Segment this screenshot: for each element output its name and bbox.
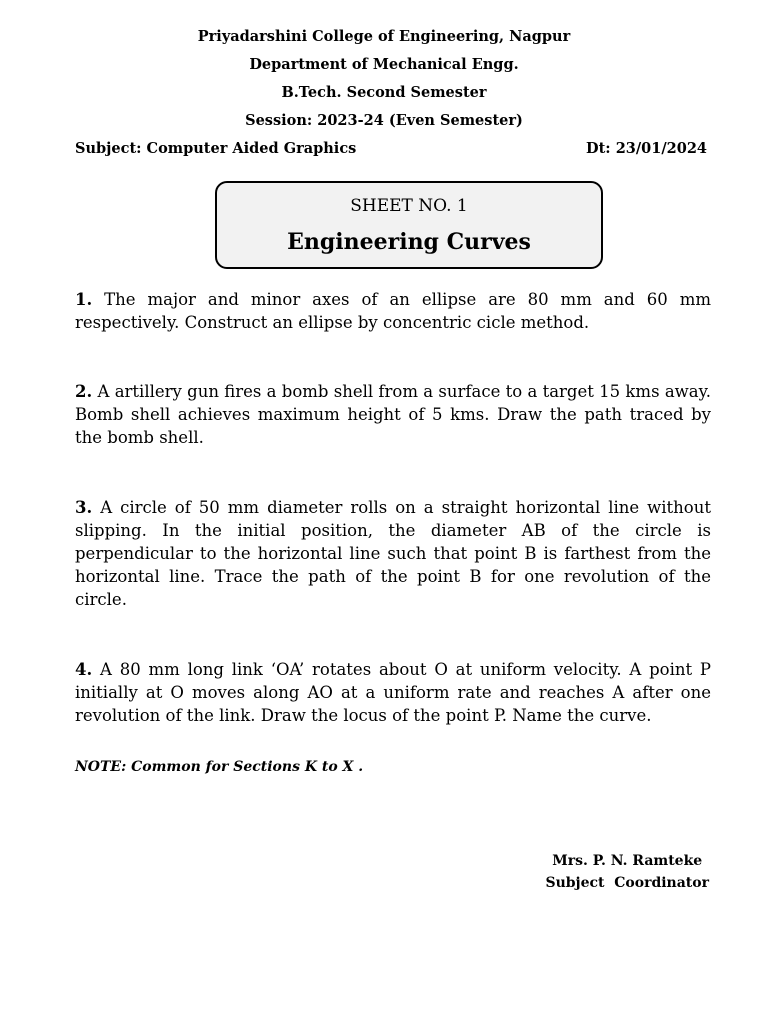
- question-3: [75, 496, 711, 611]
- question-text: The major and minor axes of an ellipse are 80 mm and 60 mm respectively. Construct an ellipse by concentric cicle method.: [75, 290, 711, 332]
- question-number: 4.: [75, 660, 93, 679]
- coordinator-name: Mrs. P. N. Ramteke: [552, 853, 703, 869]
- subject-row: [75, 140, 709, 158]
- sheet-number: SHEET NO. 1: [350, 196, 468, 216]
- sheet-title: Engineering Curves: [287, 229, 531, 255]
- question-4: [75, 658, 711, 727]
- subject-label: Subject: Computer Aided Graphics: [75, 140, 357, 157]
- college-name: Priyadarshini College of Engineering, Nagpur: [197, 28, 571, 45]
- question-text: A 80 mm long link ‘OA’ rotates about O at uniform velocity. A point P initially at O moves along AO at a uniform rate and reaches A after one revolution of the link. Draw the locus of the point P. Name the curve.: [75, 660, 711, 725]
- question-number: 3.: [75, 498, 93, 517]
- question-number: 1.: [75, 290, 93, 309]
- question-text: A artillery gun fires a bomb shell from a surface to a target 15 kms away. Bomb shell achieves maximum height of 5 kms. Draw the path traced by the bomb shell.: [75, 382, 711, 447]
- sections-note: NOTE: Common for Sections K to X .: [75, 759, 364, 775]
- question-1: [75, 288, 711, 334]
- signature-block: [545, 850, 709, 894]
- coordinator-role: Subject Coordinator: [545, 875, 709, 891]
- program-name: B.Tech. Second Semester: [281, 84, 487, 101]
- question-number: 2.: [75, 382, 93, 401]
- date-label: Dt: 23/01/2024: [586, 140, 707, 157]
- sheet-title-box: [215, 181, 603, 269]
- department-name: Department of Mechanical Engg.: [249, 56, 519, 73]
- session-label: Session: 2023-24 (Even Semester): [245, 112, 523, 129]
- question-text: A circle of 50 mm diameter rolls on a straight horizontal line without slipping. In the initial position, the diameter AB of the circle is perpendicular to the horizontal line such that point B is farthest from the horizontal line. Trace the path of the point B for one revolution of the circle.: [75, 498, 711, 609]
- question-2: [75, 380, 711, 449]
